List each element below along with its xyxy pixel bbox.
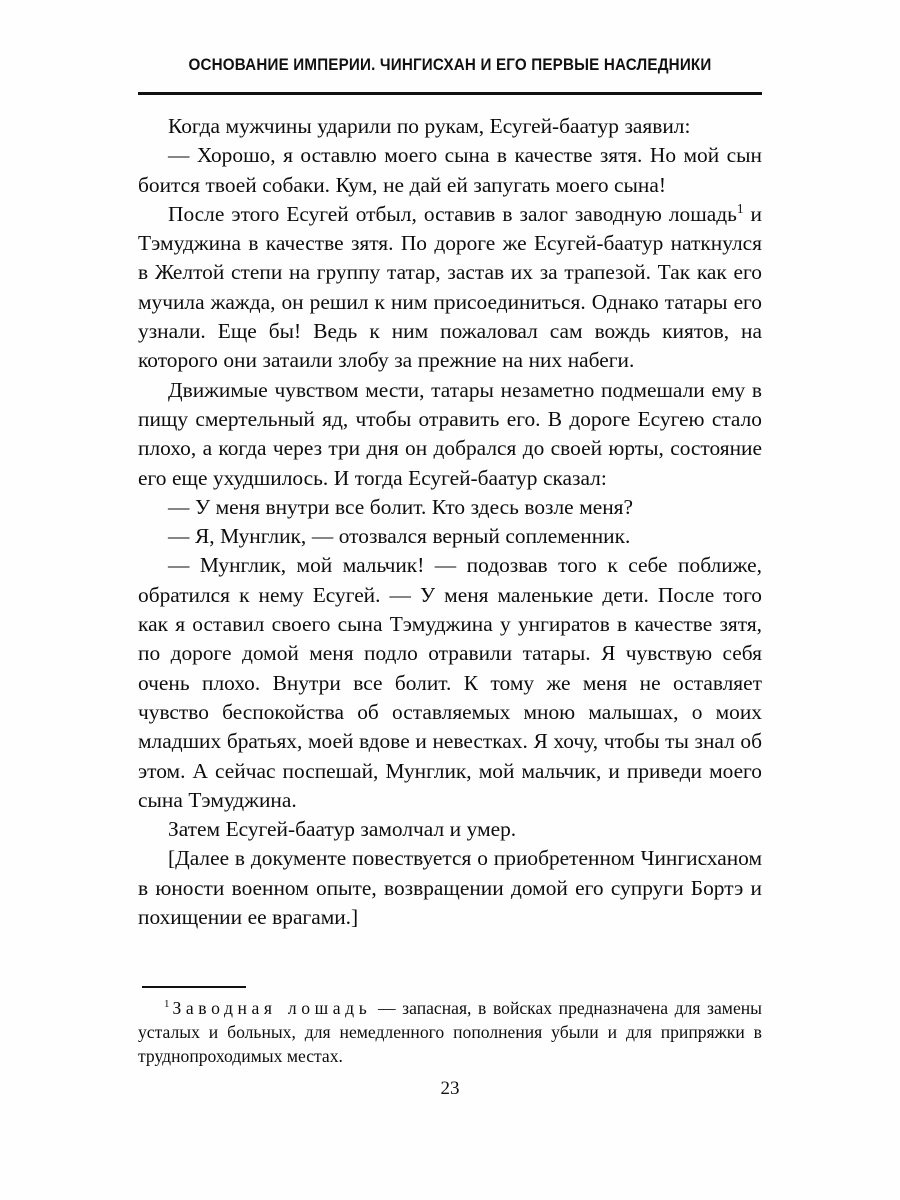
header-rule bbox=[138, 92, 762, 95]
paragraph: — Мунглик, мой мальчик! — подозвав того к себе поближе, обратился к нему Есугей. — У меня маленькие дети. После того как я оставил своего сына Тэмуджина у унгиратов в качестве зятя, по дороге домой меня подло отравили татары. Я чувствую себя очень плохо. Внутри все болит. К тому же меня не оставляет чувство беспокойства об оставляемых мною малышах, о моих младших братьях, моей вдове и невестках. Я хочу, чтобы ты знал об этом. А сейчас поспешай, Мунглик, мой мальчик, и приведи моего сына Тэмуджина. bbox=[138, 553, 762, 812]
paragraph-text-after-footnote-ref: и Тэмуджина в качестве зятя. По дороге же Есугей-баатур наткнулся в Желтой степи на группу татар, застав их за трапезой. Так как его мучила жажда, он решил к ним присоединиться. Однако татары его узнали. Еще бы! Ведь к ним пожаловал сам вождь киятов, на которого они затаили злобу за прежние на них набеги. bbox=[138, 201, 762, 373]
editorial-note-paragraph: [Далее в документе повествуется о приобретенном Чингисханом в юности военном опыте, возвращении домой его супруги Бортэ и похищении ее врагами.] bbox=[138, 846, 762, 930]
dialogue-line: — У меня внутри все болит. Кто здесь возле меня? bbox=[168, 494, 634, 519]
footnote-marker: 1 bbox=[164, 998, 170, 1011]
paragraph-with-footnote-ref bbox=[138, 200, 762, 376]
running-header bbox=[138, 56, 762, 74]
page-number: 23 bbox=[440, 1078, 460, 1099]
running-header-title: ОСНОВАНИЕ ИМПЕРИИ. ЧИНГИСХАН И ЕГО ПЕРВЫЕ НАСЛЕДНИКИ bbox=[188, 56, 712, 74]
footnote-area bbox=[138, 986, 762, 1068]
paragraph: Движимые чувством мести, татары незаметно подмешали ему в пищу смертельный яд, чтобы отравить его. В дороге Есугею стало плохо, а когда через три дня он добрался до своей юрты, состояние его еще ухудшилось. И тогда Есугей-баатур сказал: bbox=[138, 377, 762, 490]
footnote-separator-rule bbox=[142, 986, 246, 988]
footnote-text bbox=[138, 996, 762, 1068]
paragraph: Когда мужчины ударили по рукам, Есугей-баатур заявил: bbox=[168, 114, 691, 138]
footnote-definition: — запасная, в войсках предназначена для замены усталых и больных, для немедленного пополнения убыли и для припряжки в труднопроходимых местах. bbox=[138, 998, 762, 1066]
dialogue-line: — Я, Мунглик, — отозвался верный соплеменник. bbox=[168, 524, 631, 549]
body-text-column bbox=[138, 112, 762, 932]
paragraph: — Хорошо, я оставлю моего сына в качестве зятя. Но мой сын боится твоей собаки. Кум, не дай ей запугать моего сына! bbox=[138, 143, 762, 197]
footnote-reference-marker[interactable]: 1 bbox=[736, 200, 744, 216]
paragraph: Затем Есугей-баатур замолчал и умер. bbox=[168, 817, 517, 842]
paragraph-text-before-footnote-ref: После этого Есугей отбыл, оставив в залог заводную лошадь bbox=[168, 201, 737, 226]
footnote-term: Заводная лошадь bbox=[172, 998, 372, 1018]
